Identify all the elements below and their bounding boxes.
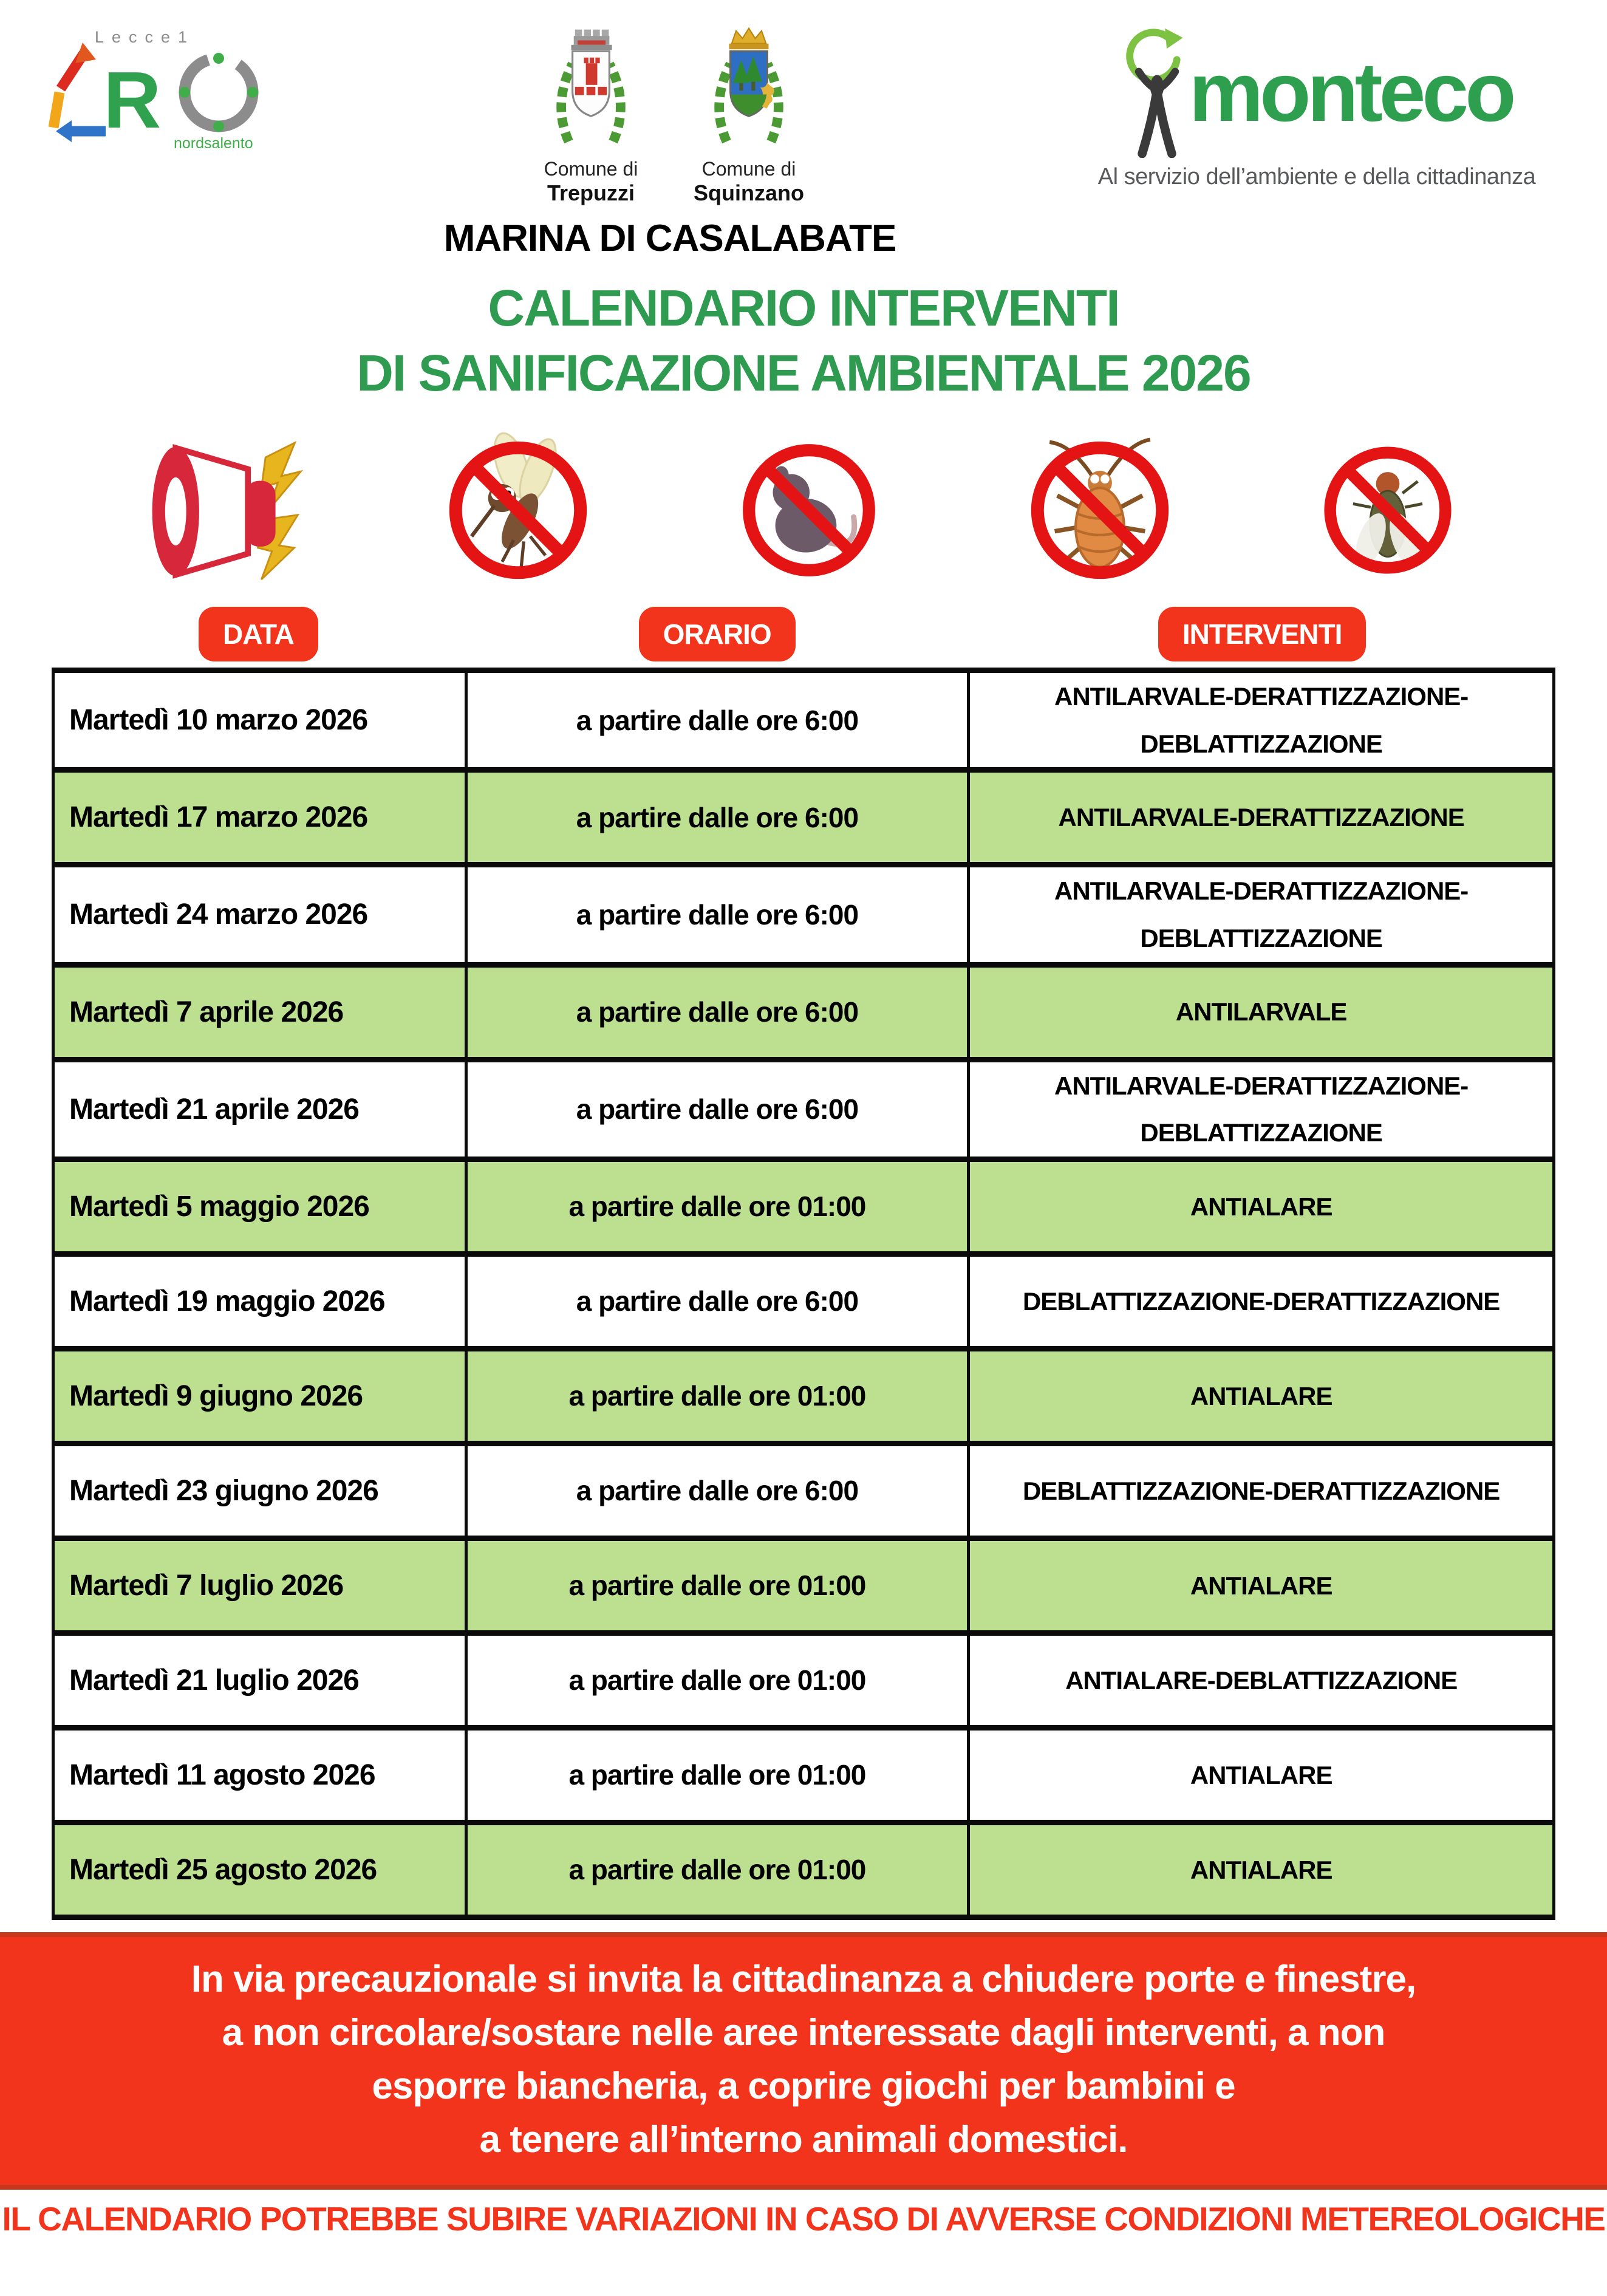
cell-treatment: DEBLATTIZZAZIONE-DERATTIZZAZIONE	[969, 1254, 1554, 1348]
crest-label: Comune di	[701, 158, 796, 180]
cell-date: Martedì 7 luglio 2026	[53, 1538, 466, 1633]
cell-date: Martedì 9 giugno 2026	[53, 1348, 466, 1443]
squinzano-coat-of-arms-icon	[700, 21, 797, 154]
cell-treatment: ANTIALARE	[969, 1727, 1554, 1822]
calendar-table	[52, 668, 1555, 1920]
warning-line: a non circolare/sostare nelle aree interessate dagli interventi, a non	[222, 2011, 1385, 2054]
cell-time: a partire dalle ore 6:00	[466, 865, 969, 965]
crest-label: Comune di	[544, 158, 638, 180]
header-center	[444, 21, 896, 260]
warning-line: esporre biancheria, a coprire giochi per bambini e	[372, 2065, 1235, 2108]
trepuzzi-coat-of-arms-icon	[542, 21, 640, 154]
table-row	[53, 1159, 1554, 1254]
warning-line: a tenere all’interno animali domestici.	[479, 2119, 1128, 2161]
header	[0, 0, 1607, 260]
cell-date: Martedì 7 aprile 2026	[53, 965, 466, 1059]
cell-date: Martedì 23 giugno 2026	[53, 1443, 466, 1538]
aro-yellow-arrow	[53, 92, 60, 128]
warning-line: In via precauzionale si invita la cittadinanza a chiudere porte e finestre,	[191, 1958, 1416, 2000]
column-header-badges	[52, 607, 1555, 661]
table-row	[53, 1538, 1554, 1633]
weather-variation-note: IL CALENDARIO POTREBBE SUBIRE VARIAZIONI IN CASO DI AVVERSE CONDIZIONI METEREOLOGICHE	[2, 2200, 1605, 2238]
cell-time: a partire dalle ore 6:00	[466, 770, 969, 865]
no-fly-icon	[1314, 437, 1461, 584]
aro-nordsalento-logo	[29, 21, 284, 151]
cell-date: Martedì 5 maggio 2026	[53, 1159, 466, 1254]
cell-time: a partire dalle ore 6:00	[466, 1443, 969, 1538]
cell-treatment: ANTIALARE	[969, 1348, 1554, 1443]
cell-time: a partire dalle ore 01:00	[466, 1538, 969, 1633]
aro-logo-top-text: Lecce1	[95, 28, 196, 46]
cell-time: a partire dalle ore 6:00	[466, 1254, 969, 1348]
aro-logo-r: R	[103, 55, 162, 145]
table-row	[53, 670, 1554, 770]
cell-time: a partire dalle ore 6:00	[466, 1059, 969, 1159]
cell-treatment: ANTILARVALE-DERATTIZZAZIONE-DEBLATTIZZAZIONE	[969, 1059, 1554, 1159]
monteco-tagline: Al servizio dell’ambiente e della cittadinanza	[1097, 164, 1536, 190]
table-row	[53, 865, 1554, 965]
location-title: MARINA DI CASALABATE	[443, 217, 896, 259]
crest-trepuzzi	[533, 21, 649, 206]
precaution-banner	[0, 1932, 1607, 2190]
cell-time: a partire dalle ore 01:00	[466, 1159, 969, 1254]
table-row	[53, 770, 1554, 865]
cell-time: a partire dalle ore 01:00	[466, 1633, 969, 1727]
cell-treatment: ANTILARVALE	[969, 965, 1554, 1059]
cell-treatment: ANTILARVALE-DERATTIZZAZIONE	[969, 770, 1554, 865]
page-title-line1: CALENDARIO INTERVENTI	[488, 279, 1119, 337]
table-row	[53, 1727, 1554, 1822]
cell-date: Martedì 19 maggio 2026	[53, 1254, 466, 1348]
calendar-section	[52, 607, 1555, 1920]
cell-treatment: ANTIALARE	[969, 1538, 1554, 1633]
cell-time: a partire dalle ore 01:00	[466, 1822, 969, 1917]
table-row	[53, 965, 1554, 1059]
monteco-wordmark: monteco	[1189, 46, 1513, 139]
municipal-crests	[533, 21, 807, 206]
no-mosquito-icon	[438, 431, 598, 590]
cell-time: a partire dalle ore 01:00	[466, 1727, 969, 1822]
monteco-logo	[1056, 27, 1578, 190]
cell-date: Martedì 11 agosto 2026	[53, 1727, 466, 1822]
no-rat-icon	[732, 434, 885, 587]
header-badge-orario: ORARIO	[639, 607, 796, 661]
header-badge-data: DATA	[199, 607, 318, 661]
cell-date: Martedì 10 marzo 2026	[53, 670, 466, 770]
cell-date: Martedì 21 aprile 2026	[53, 1059, 466, 1159]
table-row	[53, 1254, 1554, 1348]
crest-squinzano	[691, 21, 807, 206]
cell-time: a partire dalle ore 6:00	[466, 965, 969, 1059]
monteco-person-recycle-icon	[1121, 27, 1193, 158]
cell-date: Martedì 25 agosto 2026	[53, 1822, 466, 1917]
page-title-line2: DI SANIFICAZIONE AMBIENTALE 2026	[357, 344, 1250, 402]
cell-treatment: ANTIALARE	[969, 1822, 1554, 1917]
cell-treatment: ANTIALARE	[969, 1159, 1554, 1254]
table-row	[53, 1822, 1554, 1917]
table-row	[53, 1348, 1554, 1443]
no-cockroach-icon	[1020, 431, 1179, 590]
table-row	[53, 1443, 1554, 1538]
crest-municipality-name: Trepuzzi	[547, 180, 635, 205]
cell-date: Martedì 21 luglio 2026	[53, 1633, 466, 1727]
cell-treatment: DEBLATTIZZAZIONE-DERATTIZZAZIONE	[969, 1443, 1554, 1538]
cell-time: a partire dalle ore 6:00	[466, 670, 969, 770]
page-title	[0, 276, 1607, 406]
cell-time: a partire dalle ore 01:00	[466, 1348, 969, 1443]
cell-date: Martedì 24 marzo 2026	[53, 865, 466, 965]
cell-date: Martedì 17 marzo 2026	[53, 770, 466, 865]
crest-municipality-name: Squinzano	[694, 180, 804, 205]
table-row	[53, 1059, 1554, 1159]
pest-icon-strip	[0, 422, 1607, 598]
cell-treatment: ANTIALARE-DEBLATTIZZAZIONE	[969, 1633, 1554, 1727]
cell-treatment: ANTILARVALE-DERATTIZZAZIONE-DEBLATTIZZAZIONE	[969, 865, 1554, 965]
header-badge-interventi: INTERVENTI	[1158, 607, 1366, 661]
cell-treatment: ANTILARVALE-DERATTIZZAZIONE-DEBLATTIZZAZIONE	[969, 670, 1554, 770]
table-row	[53, 1633, 1554, 1727]
monteco-logo-row	[1121, 27, 1512, 158]
aro-logo-sub-text: nordsalento	[174, 135, 253, 151]
megaphone-icon	[128, 422, 304, 598]
